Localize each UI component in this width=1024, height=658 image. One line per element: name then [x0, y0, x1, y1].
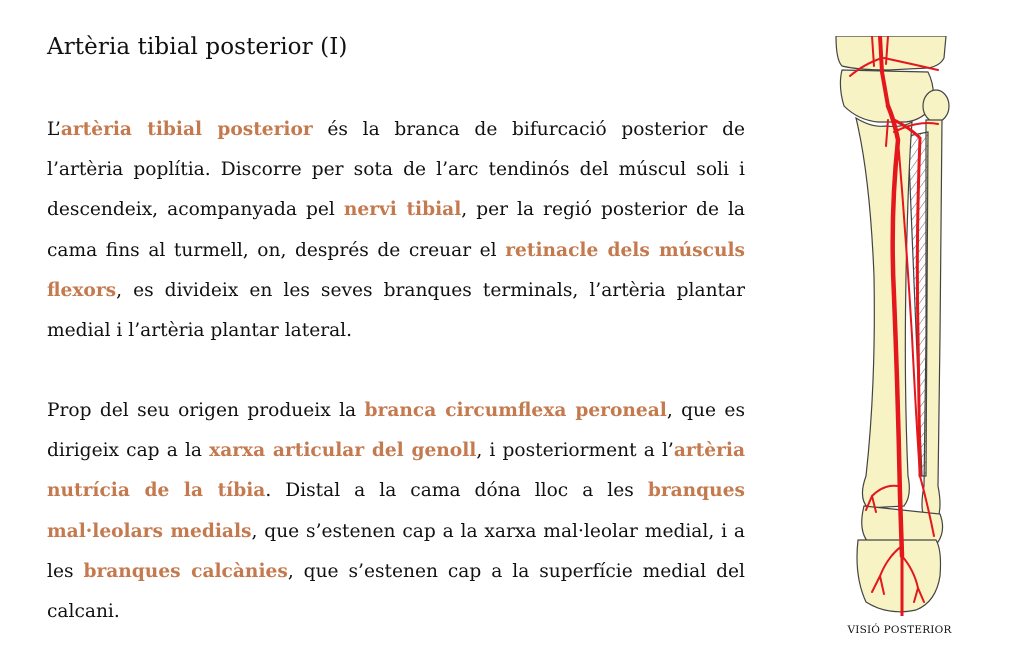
text-run: L’: [47, 119, 61, 140]
femur-distal: [836, 36, 946, 70]
paragraph-1: [47, 110, 745, 351]
text-run: , es divideix en les seves branques terminals, l’artèria plantar medial i l’artèria plantar lateral.: [47, 279, 745, 342]
text-run: Prop del seu origen produeix la: [47, 400, 365, 421]
page-title: Artèria tibial posterior (I): [47, 34, 348, 60]
link-branques-calcanies[interactable]: branques calcànies: [83, 560, 288, 582]
text-run: . Distal a la cama dóna lloc a les: [265, 480, 648, 502]
calcaneus: [857, 540, 941, 612]
link-nervi-tibial[interactable]: nervi tibial: [343, 199, 462, 221]
text-run: , que s’estenen cap a la xarxa mal·leolar medial, i a les: [47, 520, 745, 582]
link-arteria-nutricia-de-la-tibia[interactable]: artèria nutrícia de la tíbia: [47, 440, 745, 502]
link-xarxa-articular-del-genoll[interactable]: xarxa articular del genoll: [209, 440, 477, 462]
text-run: , que es dirigeix cap a la: [47, 400, 745, 462]
link-retinacle-dels-musculs-flexors[interactable]: retinacle dels músculs flexors: [47, 239, 745, 301]
link-arteria-tibial-posterior[interactable]: artèria tibial posterior: [60, 119, 313, 140]
tibia-shaft: [856, 118, 912, 508]
text-run: , per la regió posterior de la cama fins al turmell, on, després de creuar el: [47, 199, 745, 261]
link-branca-circumflexa-peroneal[interactable]: branca circumflexa peroneal: [364, 400, 667, 421]
text-run: , i posteriorment a l’: [476, 440, 674, 462]
text-run: , que s’estenen cap a la superfície medial del calcani.: [47, 560, 745, 623]
text-run: és la branca de bifurcació posterior de l’artèria poplítia. Discorre per sota de l’arc tendinós del múscul soli i descendeix, acompanyada pel: [47, 119, 745, 221]
figure-caption: VISIÓ POSTERIOR: [847, 624, 952, 636]
leg-anatomy-illustration: [828, 36, 958, 616]
link-branques-malleolars-medials[interactable]: branques mal·leolars medials: [47, 480, 745, 542]
paragraph-2: [47, 391, 745, 632]
fibula-head: [923, 90, 949, 122]
